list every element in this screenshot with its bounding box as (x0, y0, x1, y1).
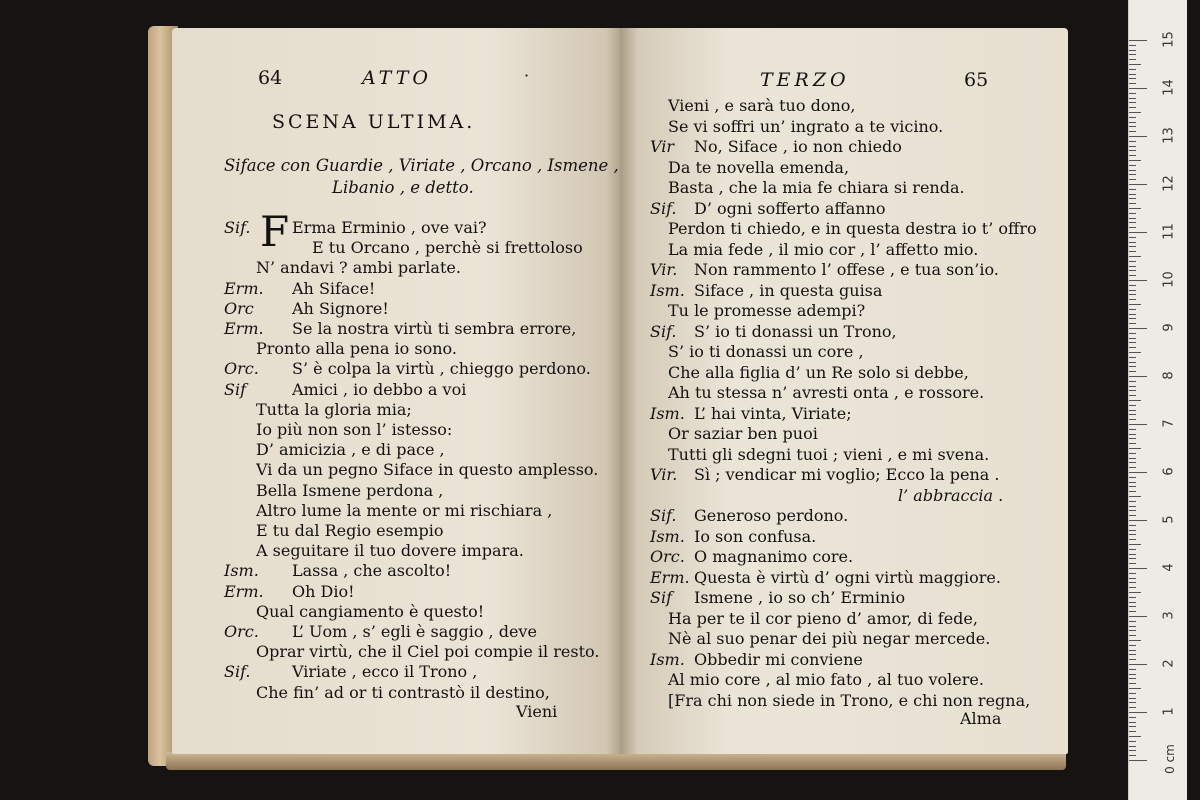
ruler-tick (1129, 74, 1136, 75)
speaker-label: Vir. (650, 260, 678, 279)
ruler-number: 10 (1161, 271, 1177, 288)
ruler-tick (1129, 266, 1136, 267)
ruler-tick (1129, 131, 1136, 132)
ruler-tick (1129, 400, 1141, 401)
text-line: Basta , che la mia fe chiara si renda. (668, 178, 965, 197)
ruler-tick (1129, 674, 1136, 675)
speaker-label: Ism. (224, 561, 259, 581)
speaker-label: Ism. (650, 526, 685, 546)
ruler-tick (1129, 347, 1136, 348)
ruler-tick (1129, 760, 1147, 761)
text-line: N’ andavi ? ambi parlate. (256, 258, 461, 278)
ruler-tick (1129, 443, 1136, 444)
ruler-tick (1129, 635, 1136, 636)
left-page (172, 28, 624, 754)
text-line: Amici , io debbo a voi (292, 379, 467, 399)
ruler-tick (1129, 222, 1136, 223)
speaker-label: Orc. (224, 622, 259, 641)
header-mark: · (524, 66, 530, 85)
ruler-tick (1129, 390, 1136, 391)
ruler-tick (1129, 731, 1136, 732)
ruler-tick (1129, 491, 1136, 492)
ruler-tick (1129, 458, 1136, 459)
ruler-number: 1 (1161, 707, 1177, 716)
ruler-tick (1129, 285, 1136, 286)
ruler-tick (1129, 150, 1136, 151)
ruler-unit-label: 0 cm (1162, 744, 1177, 774)
ruler-tick (1129, 477, 1136, 478)
ruler-tick (1129, 78, 1136, 79)
speaker-label: Erm. (650, 567, 690, 587)
text-line: Se la nostra virtù ti sembra errore, (292, 319, 577, 338)
text-line: l’ abbraccia . (898, 485, 1004, 505)
text-line: Siface , in questa guisa (694, 280, 883, 300)
speaker-label: Orc. (650, 547, 685, 566)
ruler-tick (1129, 414, 1136, 415)
ruler-tick (1129, 54, 1136, 55)
ruler-tick (1129, 563, 1136, 564)
ruler-tick (1129, 496, 1141, 497)
ruler-tick (1129, 160, 1141, 161)
ruler-tick (1129, 486, 1136, 487)
ruler-tick (1129, 126, 1136, 127)
text-line: Pronto alla pena io sono. (256, 339, 457, 359)
ruler-tick (1129, 438, 1136, 439)
text-line: Che alla figlia d’ un Re solo si debbe, (668, 362, 969, 382)
ruler-tick (1129, 218, 1136, 219)
ruler-tick (1129, 141, 1136, 142)
ruler-tick (1129, 645, 1136, 646)
ruler-tick (1129, 357, 1136, 358)
right-page (620, 28, 1068, 754)
ruler-tick (1129, 722, 1136, 723)
text-line: L’ Uom , s’ egli è saggio , deve (292, 622, 537, 641)
measuring-ruler (1128, 0, 1187, 800)
ruler-tick (1129, 467, 1136, 468)
ruler-tick (1129, 678, 1136, 679)
ruler-tick (1129, 717, 1136, 718)
text-line: S’ è colpa la virtù , chieggo perdono. (292, 359, 591, 379)
ruler-tick (1129, 366, 1136, 367)
ruler-number: 3 (1161, 611, 1177, 620)
ruler-tick (1129, 582, 1136, 583)
speaker-label: Vir. (650, 465, 678, 484)
speaker-label: Orc. (224, 359, 259, 379)
ruler-tick (1129, 410, 1136, 411)
ruler-tick (1129, 189, 1136, 190)
ruler-tick (1129, 314, 1136, 315)
ruler-tick (1129, 746, 1136, 747)
speaker-label: Sif. (224, 218, 251, 237)
ruler-tick (1129, 448, 1141, 449)
ruler-tick (1129, 256, 1141, 257)
ruler-tick (1129, 69, 1136, 70)
ruler-tick (1129, 294, 1136, 295)
ruler-tick (1129, 741, 1136, 742)
ruler-tick (1129, 338, 1136, 339)
ruler-tick (1129, 174, 1136, 175)
ruler-tick (1129, 616, 1147, 617)
text-line: E tu Orcano , perchè si frettoloso (312, 238, 583, 258)
ruler-tick (1129, 702, 1136, 703)
text-line: Che fin’ ad or ti contrastò il destino, (256, 682, 550, 702)
ruler-tick (1129, 602, 1136, 603)
ruler-number: 7 (1161, 419, 1177, 428)
ruler-tick (1129, 237, 1136, 238)
ruler-tick (1129, 726, 1136, 727)
speaker-label: Sif. (650, 506, 677, 525)
speaker-label: Sif. (224, 662, 251, 682)
ruler-tick (1129, 688, 1141, 689)
text-line: Oh Dio! (292, 581, 355, 601)
text-line: [Fra chi non siede in Trono, e chi non regna, (668, 690, 1031, 710)
ruler-tick (1129, 554, 1136, 555)
ruler-tick (1129, 520, 1147, 521)
ruler-tick (1129, 146, 1136, 147)
ruler-tick (1129, 597, 1136, 598)
ruler-tick (1129, 482, 1136, 483)
text-line: Da te novella emenda, (668, 157, 850, 177)
text-line: O magnanimo core. (694, 547, 854, 566)
ruler-tick (1129, 664, 1147, 665)
ruler-tick (1129, 750, 1136, 751)
speaker-label: Erm. (224, 278, 264, 298)
ruler-tick (1129, 434, 1136, 435)
ruler-tick (1129, 290, 1136, 291)
ruler-tick (1129, 40, 1147, 41)
catchword-right: Alma (960, 709, 1002, 728)
ruler-tick (1129, 578, 1136, 579)
text-line: E tu dal Regio esempio (256, 521, 444, 540)
running-header-left: ATTO (362, 67, 432, 89)
cast-list-line-1: Siface con Guardie , Viriate , Orcano , Ismene , (224, 156, 619, 175)
ruler-tick (1129, 424, 1147, 425)
text-line: Or saziar ben puoi (668, 424, 818, 443)
text-line: Qual cangiamento è questo! (256, 601, 485, 621)
ruler-tick (1129, 606, 1136, 607)
ruler-tick (1129, 419, 1136, 420)
text-line: Tutti gli sdegni tuoi ; vieni , e mi svena. (668, 444, 990, 464)
running-header-right: TERZO (760, 69, 850, 91)
ruler-tick (1129, 102, 1136, 103)
ruler-tick (1129, 251, 1136, 252)
ruler-tick (1129, 525, 1136, 526)
ruler-tick (1129, 227, 1136, 228)
ruler-tick (1129, 530, 1136, 531)
ruler-tick (1129, 659, 1136, 660)
text-line: Erma Erminio , ove vai? (292, 218, 487, 237)
ruler-tick (1129, 371, 1136, 372)
scene-title: SCENA ULTIMA. (272, 111, 476, 133)
text-line: Sì ; vendicar mi voglio; Ecco la pena . (694, 465, 1000, 484)
ruler-tick (1129, 198, 1136, 199)
ruler-number: 15 (1161, 31, 1177, 48)
ruler-tick (1129, 630, 1136, 631)
speaker-label: Ism. (650, 280, 685, 300)
ruler-tick (1129, 558, 1136, 559)
ruler-tick (1129, 501, 1136, 502)
ruler-tick (1129, 626, 1136, 627)
speaker-label: Erm. (224, 581, 264, 601)
ruler-tick (1129, 534, 1136, 535)
ruler-number: 14 (1161, 79, 1177, 96)
text-line: Vi da un pegno Siface in questo amplesso. (256, 460, 599, 480)
ruler-tick (1129, 736, 1141, 737)
text-line: Perdon ti chiedo, e in questa destra io t’ offro (668, 219, 1037, 238)
text-line: Ha per te il cor pieno d’ amor, di fede, (668, 608, 978, 628)
ruler-tick (1129, 88, 1147, 89)
ruler-number: 6 (1161, 467, 1177, 476)
book-bottom-edge (166, 752, 1066, 770)
speaker-label: Erm. (224, 319, 264, 338)
ruler-tick (1129, 59, 1136, 60)
ruler-tick (1129, 184, 1147, 185)
ruler-tick (1129, 117, 1136, 118)
ruler-tick (1129, 568, 1147, 569)
ruler-tick (1129, 362, 1136, 363)
ruler-tick (1129, 587, 1136, 588)
ruler-tick (1129, 352, 1141, 353)
text-line: Tutta la gloria mia; (256, 399, 412, 419)
ruler-tick (1129, 611, 1136, 612)
ruler-number: 8 (1161, 371, 1177, 380)
ruler-number: 9 (1161, 323, 1177, 332)
text-line: D’ ogni sofferto affanno (694, 198, 886, 218)
ruler-tick (1129, 83, 1136, 84)
ruler-tick (1129, 683, 1136, 684)
ruler-tick (1129, 506, 1136, 507)
ruler-tick (1129, 270, 1136, 271)
ruler-tick (1129, 275, 1136, 276)
ruler-tick (1129, 122, 1136, 123)
text-line: Tu le promesse adempi? (668, 301, 866, 320)
text-line: No, Siface , io non chiedo (694, 137, 902, 156)
ruler-tick (1129, 112, 1141, 113)
ruler-tick (1129, 64, 1141, 65)
text-line: Lassa , che ascolto! (292, 561, 452, 581)
ruler-tick (1129, 573, 1136, 574)
ruler-tick (1129, 208, 1141, 209)
text-line: La mia fede , il mio cor , l’ affetto mio. (668, 239, 979, 259)
ruler-tick (1129, 376, 1147, 377)
ruler-tick (1129, 669, 1136, 670)
text-line: Obbedir mi conviene (694, 649, 863, 669)
text-line: Nè al suo penar dei più negar mercede. (668, 629, 991, 648)
speaker-label: Sif. (650, 198, 677, 218)
ruler-tick (1129, 309, 1136, 310)
text-line: Ah tu stessa n’ avresti onta , e rossore. (668, 383, 985, 402)
text-line: Al mio core , al mio fato , al tuo volere. (668, 670, 984, 689)
ruler-tick (1129, 654, 1136, 655)
text-line: Altro lume la mente or mi rischiara , (256, 500, 553, 520)
page-number-left: 64 (258, 67, 283, 89)
ruler-tick (1129, 203, 1136, 204)
text-line: Ismene , io so ch’ Erminio (694, 588, 906, 607)
text-line: S’ io ti donassi un Trono, (694, 321, 897, 341)
ruler-tick (1129, 462, 1136, 463)
ruler-tick (1129, 242, 1136, 243)
speaker-label: Sif. (650, 321, 677, 341)
ruler-tick (1129, 136, 1147, 137)
ruler-number: 5 (1161, 515, 1177, 524)
ruler-tick (1129, 650, 1136, 651)
ruler-tick (1129, 712, 1147, 713)
text-line: Bella Ismene perdona , (256, 480, 444, 500)
ruler-number: 12 (1161, 175, 1177, 192)
ruler-tick (1129, 381, 1136, 382)
ruler-tick (1129, 107, 1136, 108)
ruler-tick (1129, 50, 1136, 51)
text-line: Ah Siface! (292, 278, 376, 298)
page-number-right: 65 (964, 69, 989, 91)
ruler-tick (1129, 93, 1136, 94)
ruler-tick (1129, 246, 1136, 247)
speaker-label: Ism. (650, 403, 685, 423)
ruler-number: 2 (1161, 659, 1177, 668)
ruler-number: 4 (1161, 563, 1177, 572)
catchword-left: Vieni (516, 702, 558, 721)
ruler-tick (1129, 640, 1141, 641)
ruler-tick (1129, 165, 1136, 166)
ruler-tick (1129, 45, 1136, 46)
ruler-tick (1129, 429, 1136, 430)
ruler-tick (1129, 155, 1136, 156)
speaker-label: Sif (224, 379, 246, 399)
ruler-tick (1129, 544, 1141, 545)
ruler-tick (1129, 539, 1136, 540)
ruler-tick (1129, 261, 1136, 262)
ruler-number: 13 (1161, 127, 1177, 144)
ruler-tick (1129, 323, 1136, 324)
cast-list-line-2: Libanio , e detto. (332, 178, 474, 197)
speaker-label: Orc (224, 298, 254, 318)
ruler-tick (1129, 280, 1147, 281)
speaker-label: Ism. (650, 649, 685, 669)
ruler-tick (1129, 194, 1136, 195)
text-line: Oprar virtù, che il Ciel poi compie il resto. (256, 642, 600, 662)
text-line: A seguitare il tuo dovere impara. (256, 541, 524, 561)
open-book (148, 14, 1078, 774)
ruler-tick (1129, 342, 1136, 343)
ruler-tick (1129, 698, 1136, 699)
text-line: S’ io ti donassi un core , (668, 342, 864, 361)
ruler-tick (1129, 405, 1136, 406)
text-line: Se vi soffri un’ ingrato a te vicino. (668, 116, 944, 136)
ruler-number: 11 (1161, 223, 1177, 240)
ruler-tick (1129, 755, 1136, 756)
ruler-tick (1129, 232, 1147, 233)
ruler-tick (1129, 515, 1136, 516)
ruler-tick (1129, 328, 1147, 329)
speaker-label: Vir (650, 137, 675, 156)
ruler-tick (1129, 318, 1136, 319)
speaker-label: Sif (650, 588, 672, 607)
text-line: Ah Signore! (292, 298, 389, 318)
ruler-tick (1129, 333, 1136, 334)
ruler-tick (1129, 453, 1136, 454)
text-line: L’ hai vinta, Viriate; (694, 403, 852, 423)
text-line: Vieni , e sarà tuo dono, (668, 96, 856, 115)
ruler-tick (1129, 693, 1136, 694)
ruler-tick (1129, 98, 1136, 99)
ruler-tick (1129, 213, 1136, 214)
text-line: D’ amicizia , e di pace , (256, 440, 445, 460)
text-line: Io più non son l’ istesso: (256, 420, 453, 439)
ruler-tick (1129, 707, 1136, 708)
ruler-tick (1129, 179, 1136, 180)
text-line: Viriate , ecco il Trono , (292, 662, 478, 682)
ruler-tick (1129, 592, 1141, 593)
ruler-tick (1129, 304, 1141, 305)
ruler-tick (1129, 395, 1136, 396)
ruler-tick (1129, 299, 1136, 300)
drop-cap: F (260, 207, 290, 256)
text-line: Io son confusa. (694, 526, 817, 546)
ruler-tick (1129, 386, 1136, 387)
ruler-tick (1129, 621, 1136, 622)
text-line: Questa è virtù d’ ogni virtù maggiore. (694, 567, 1001, 587)
ruler-tick (1129, 549, 1136, 550)
ruler-tick (1129, 170, 1136, 171)
text-line: Non rammento l’ offese , e tua son’io. (694, 260, 999, 279)
text-line: Generoso perdono. (694, 506, 849, 525)
ruler-tick (1129, 510, 1136, 511)
ruler-tick (1129, 472, 1147, 473)
